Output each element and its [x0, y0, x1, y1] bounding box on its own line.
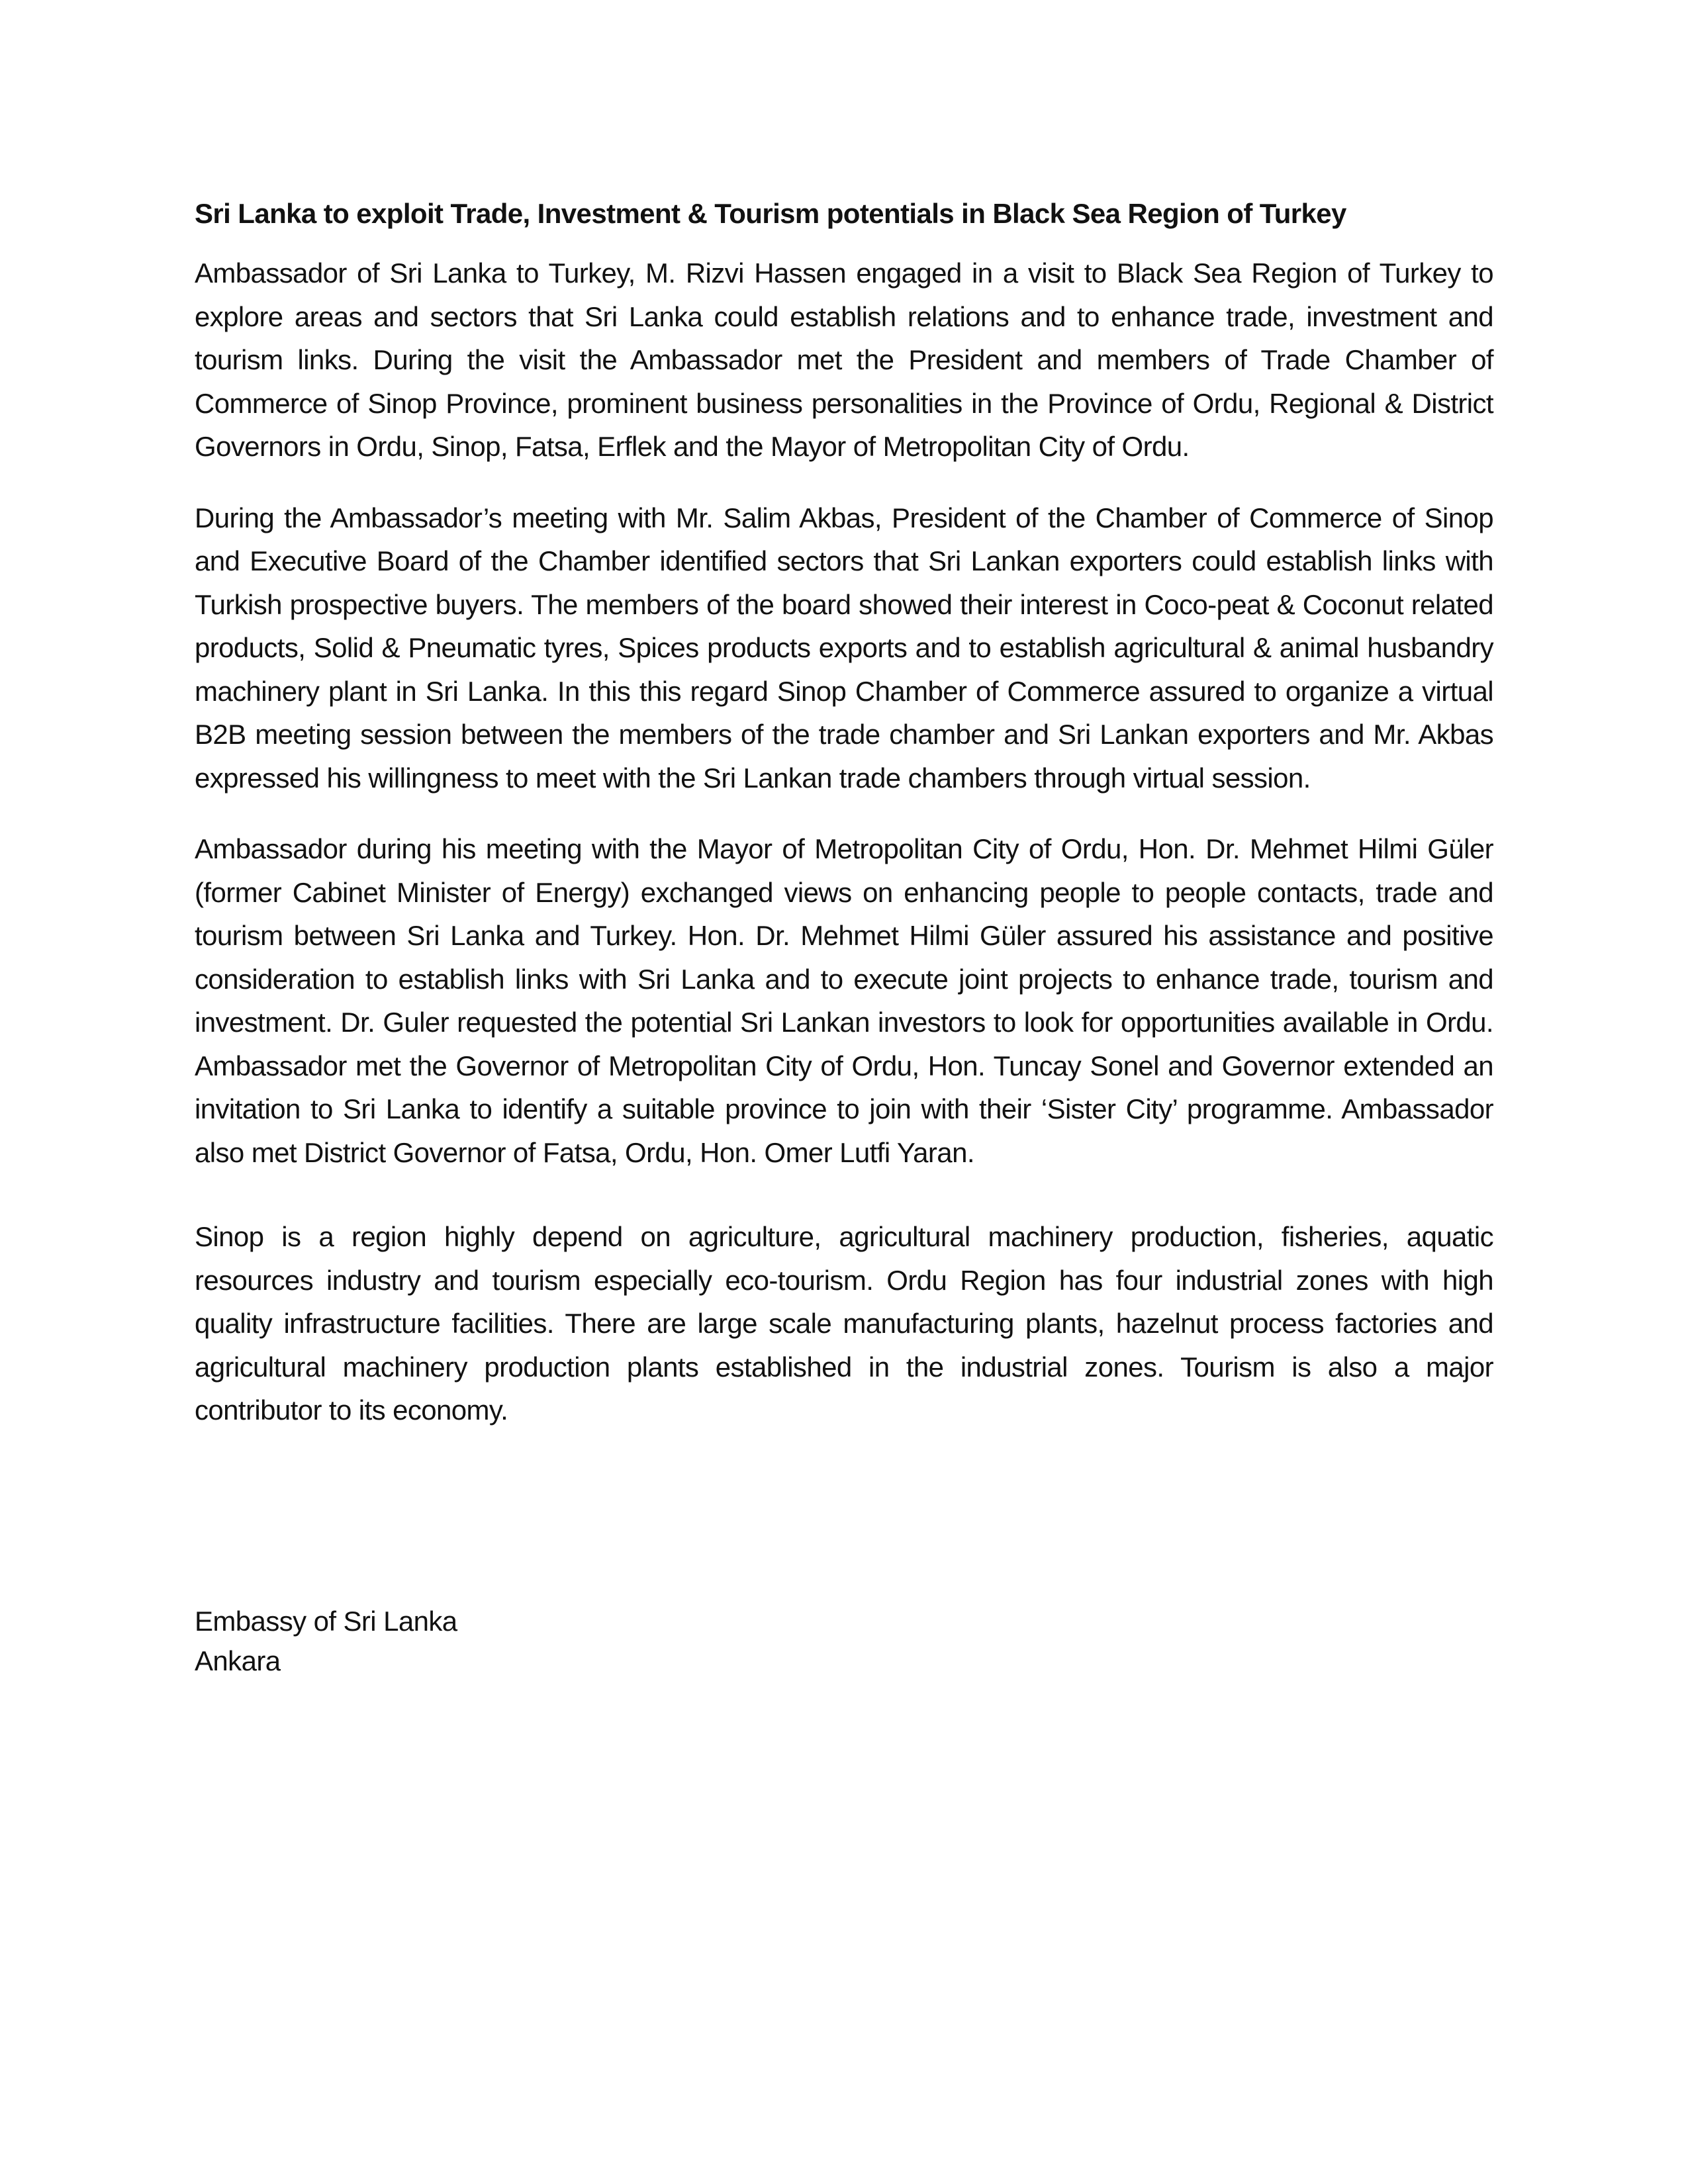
paragraph-sinop-chamber-meeting: During the Ambassador’s meeting with Mr. Salim Akbas, President of the Chamber of Commerce of Sinop and Executive Board of the Chamber identified sectors that Sri Lankan exporters could establish links with Turkish prospective buyers. The members of the board showed their interest in Coco-peat & Coconut related products, Solid & Pneumatic tyres, Spices products exports and to establish agricultural & animal husbandry machinery plant in Sri Lanka. In this this regard Sinop Chamber of Commerce assured to organize a virtual B2B meeting session between the members of the trade chamber and Sri Lankan exporters and Mr. Akbas expressed his willingness to meet with the Sri Lankan trade chambers through virtual session. [195, 502, 1493, 794]
signature-city: Ankara [195, 1645, 281, 1676]
document-headline: Sri Lanka to exploit Trade, Investment & Tourism potentials in Black Sea Region of Turkey [195, 198, 1346, 229]
signature-block [195, 1602, 457, 1681]
document-body [195, 192, 1493, 1432]
paragraph-ordu-mayor-meeting: Ambassador during his meeting with the Mayor of Metropolitan City of Ordu, Hon. Dr. Mehmet Hilmi Güler (former Cabinet Minister of Energy) exchanged views on enhancing people to people contacts, trade and tourism between Sri Lanka and Turkey. Hon. Dr. Mehmet Hilmi Güler assured his assistance and positive consideration to establish links with Sri Lanka and to execute joint projects to enhance trade, tourism and investment. Dr. Guler requested the potential Sri Lankan investors to look for opportunities available in Ordu. Ambassador met the Governor of Metropolitan City of Ordu, Hon. Tuncay Sonel and Governor extended an invitation to Sri Lanka to identify a suitable province to join with their ‘Sister City’ programme. Ambassador also met District Governor of Fatsa, Ordu, Hon. Omer Lutfi Yaran. [195, 833, 1493, 1168]
paragraph-region-economy: Sinop is a region highly depend on agriculture, agricultural machinery production, fisheries, aquatic resources industry and tourism especially eco-tourism. Ordu Region has four industrial zones with high quality infrastructure facilities. There are large scale manufacturing plants, hazelnut process factories and agricultural machinery production plants established in the industrial zones. Tourism is also a major contributor to its economy. [195, 1221, 1493, 1426]
signature-organization: Embassy of Sri Lanka [195, 1606, 457, 1637]
paragraph-visit-overview: Ambassador of Sri Lanka to Turkey, M. Rizvi Hassen engaged in a visit to Black Sea Region of Turkey to explore areas and sectors that Sri Lanka could establish relations and to enhance trade, investment and tourism links. During the visit the Ambassador met the President and members of Trade Chamber of Commerce of Sinop Province, prominent business personalities in the Province of Ordu, Regional & District Governors in Ordu, Sinop, Fatsa, Erflek and the Mayor of Metropolitan City of Ordu. [195, 257, 1493, 462]
